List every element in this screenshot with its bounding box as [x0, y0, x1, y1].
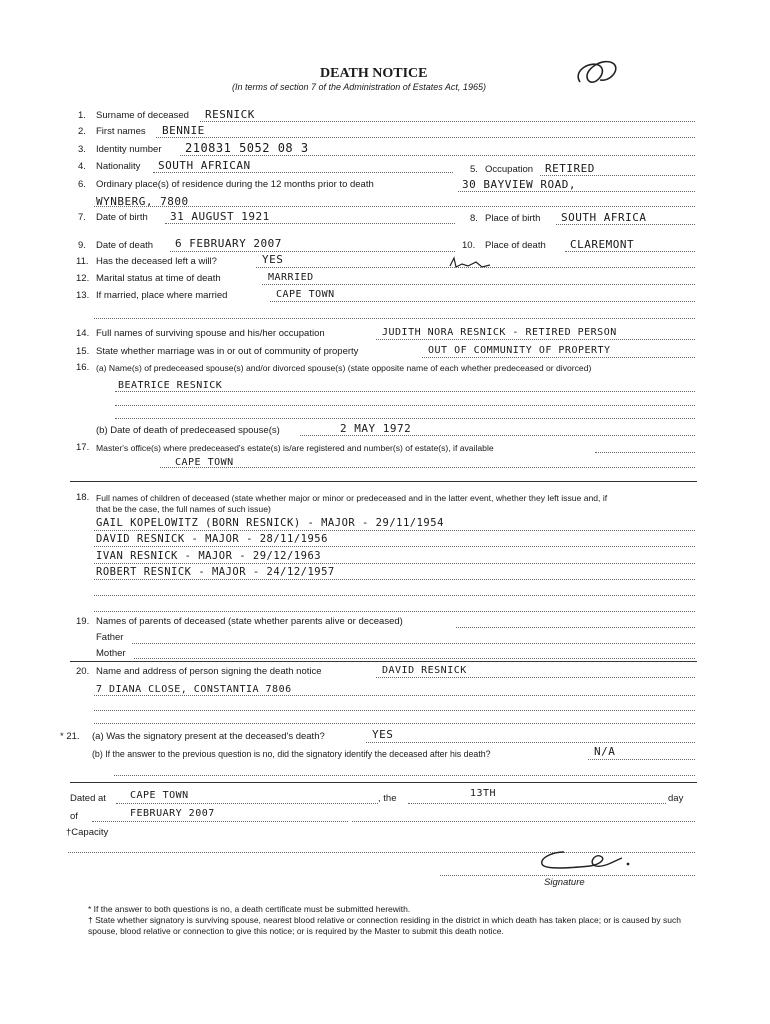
predeceased-death-date-label: (b) Date of death of predeceased spouse(s) — [96, 425, 280, 436]
marital-status-value: MARRIED — [268, 272, 314, 283]
place-of-birth-value: SOUTH AFRICA — [561, 211, 647, 224]
day-value: 13TH — [470, 788, 497, 799]
field-21-number: * 21. — [60, 731, 80, 742]
page-subtitle: (In terms of section 7 of the Administration of Estates Act, 1965) — [232, 82, 486, 92]
field-2-number: 2. — [78, 126, 86, 137]
occupation-value: RETIRED — [545, 162, 595, 175]
field-6-number: 6. — [78, 179, 86, 190]
field-1-number: 1. — [78, 110, 86, 121]
identity-number-value: 210831 5052 08 3 — [185, 141, 309, 155]
handwritten-mark — [570, 52, 620, 92]
community-value: OUT OF COMMUNITY OF PROPERTY — [428, 345, 611, 356]
place-married-value: CAPE TOWN — [276, 289, 335, 300]
place-of-death-label: Place of death — [485, 240, 546, 251]
predeceased-spouse-label: (a) Name(s) of predeceased spouse(s) and/or divorced spouse(s) (state opposite name of each whether predeceased or divorced) — [96, 363, 592, 373]
will-label: Has the deceased left a will? — [96, 256, 217, 267]
child-entry: GAIL KOPELOWITZ (BORN RESNICK) - MAJOR - 29/11/1954 — [96, 517, 444, 529]
field-20-number: 20. — [76, 666, 90, 677]
first-names-label: First names — [96, 126, 146, 137]
field-17-number: 17. — [76, 442, 90, 453]
predeceased-spouse-value: BEATRICE RESNICK — [118, 380, 223, 391]
field-5-number: 5. — [470, 164, 478, 175]
date-of-death-label: Date of death — [96, 240, 154, 251]
community-label: State whether marriage was in or out of community of property — [96, 346, 359, 357]
field-8-number: 8. — [470, 213, 478, 224]
signatory-label: Name and address of person signing the death notice — [96, 666, 322, 677]
occupation-label: Occupation — [485, 164, 534, 175]
signatory-identify-label: (b) If the answer to the previous question is no, did the signatory identify the deceased after his death? — [92, 749, 491, 759]
parents-label: Names of parents of deceased (state whether parents alive or deceased) — [96, 616, 403, 627]
children-label-line2: that be the case, the full names of such issue) — [96, 504, 271, 514]
field-11-number: 11. — [76, 256, 89, 267]
nationality-label: Nationality — [96, 161, 141, 172]
the-label: , the — [378, 793, 397, 804]
first-names-value: BENNIE — [162, 124, 205, 137]
spouse-label: Full names of surviving spouse and his/her occupation — [96, 328, 325, 339]
residence-value-line1: 30 BAYVIEW ROAD, — [462, 178, 576, 191]
masters-office-label: Master's office(s) where predeceased's estate(s) is/are registered and number(s) of estate(s), if available — [96, 443, 494, 453]
signature-image — [530, 848, 640, 874]
signatory-present-value: YES — [372, 728, 394, 741]
will-value: YES — [262, 253, 284, 266]
field-15-number: 15. — [76, 346, 90, 357]
field-18-number: 18. — [76, 492, 90, 503]
masters-office-value: CAPE TOWN — [175, 457, 234, 468]
date-of-birth-label: Date of birth — [96, 212, 148, 223]
mother-label: Mother — [96, 648, 126, 659]
child-entry: IVAN RESNICK - MAJOR - 29/12/1963 — [96, 550, 322, 562]
field-7-number: 7. — [78, 212, 86, 223]
residence-value-line2: WYNBERG, 7800 — [96, 195, 189, 208]
signatory-address-value: 7 DIANA CLOSE, CONSTANTIA 7806 — [96, 684, 292, 695]
signatory-name-value: DAVID RESNICK — [382, 665, 467, 676]
identity-number-label: Identity number — [96, 144, 162, 155]
field-9-number: 9. — [78, 240, 86, 251]
field-10-number: 10. — [462, 240, 476, 251]
surname-value: RESNICK — [205, 108, 255, 121]
children-label-line1: Full names of children of deceased (state whether major or minor or predeceased and in the latter event, whether they left issue and, if — [96, 493, 608, 503]
footnote-dagger: † State whether signatory is surviving spouse, nearest blood relative or connection residing in the district in which death has taken place; or is caused by such spouse, blood relative or connection to give this notice; or is required by the Master to submit this death notice. — [88, 915, 681, 936]
field-19-number: 19. — [76, 616, 90, 627]
child-entry: ROBERT RESNICK - MAJOR - 24/12/1957 — [96, 566, 335, 578]
field-13-number: 13. — [76, 290, 90, 301]
footnote-star: * If the answer to both questions is no, a death certificate must be submitted herewith. — [88, 904, 411, 914]
place-married-label: If married, place where married — [96, 290, 228, 301]
child-entry: DAVID RESNICK - MAJOR - 28/11/1956 — [96, 533, 328, 545]
date-of-birth-value: 31 AUGUST 1921 — [170, 210, 270, 223]
field-14-number: 14. — [76, 328, 90, 339]
field-4-number: 4. — [78, 161, 86, 172]
surname-label: Surname of deceased — [96, 110, 189, 121]
dated-at-value: CAPE TOWN — [130, 790, 189, 801]
date-of-death-value: 6 FEBRUARY 2007 — [175, 237, 282, 250]
page-title: DEATH NOTICE — [320, 66, 428, 81]
residence-label: Ordinary place(s) of residence during the 12 months prior to death — [96, 179, 374, 190]
place-of-death-value: CLAREMONT — [570, 238, 635, 251]
month-year-value: FEBRUARY 2007 — [130, 808, 215, 819]
signatory-identify-value: N/A — [594, 745, 616, 758]
nationality-value: SOUTH AFRICAN — [158, 159, 251, 172]
signatory-present-label: (a) Was the signatory present at the deceased's death? — [92, 731, 325, 742]
spouse-value: JUDITH NORA RESNICK - RETIRED PERSON — [382, 327, 617, 338]
field-16-number: 16. — [76, 362, 90, 373]
of-label: of — [70, 811, 78, 822]
field-3-number: 3. — [78, 144, 86, 155]
signature-label: Signature — [544, 877, 585, 888]
marital-status-label: Marital status at time of death — [96, 273, 221, 284]
father-label: Father — [96, 632, 124, 643]
dated-at-label: Dated at — [70, 793, 106, 804]
day-label: day — [668, 793, 684, 804]
capacity-label: †Capacity — [66, 827, 109, 838]
place-of-birth-label: Place of birth — [485, 213, 541, 224]
predeceased-death-date-value: 2 MAY 1972 — [340, 422, 412, 435]
field-12-number: 12. — [76, 273, 90, 284]
